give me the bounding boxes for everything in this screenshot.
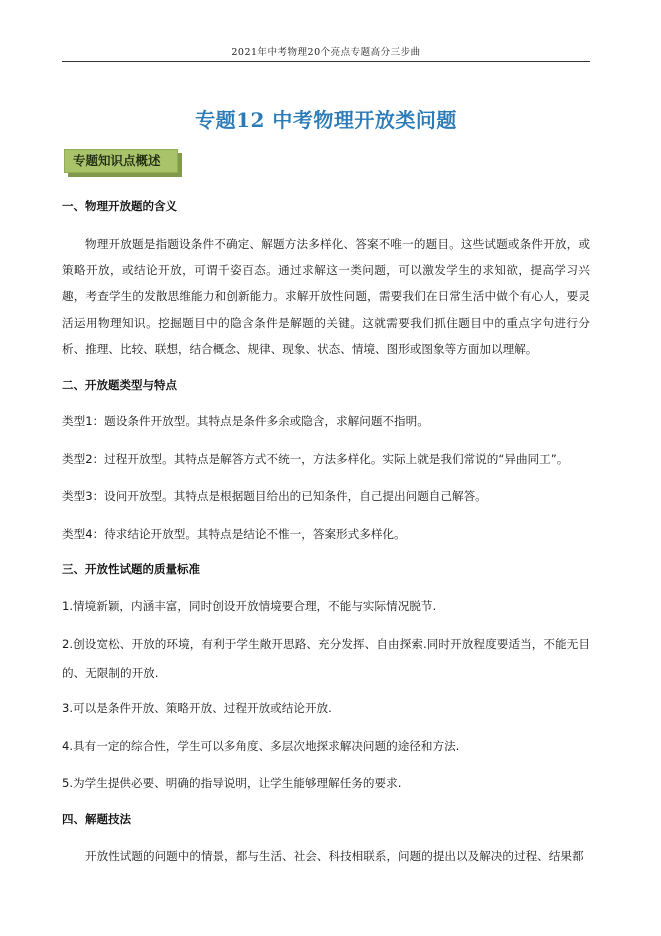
standard-item-5: 5.为学生提供必要、明确的指导说明，让学生能够理解任务的要求.	[62, 776, 402, 790]
section-heading-3: 三、开放性试题的质量标准	[62, 562, 200, 576]
type-item-3: 类型3：设问开放型。其特点是根据题目给出的已知条件，自己提出问题自己解答。	[62, 489, 487, 503]
type-item-2: 类型2：过程开放型。其特点是解答方式不统一，方法多样化。实际上就是我们常说的“异曲同工”。	[62, 452, 569, 466]
section-heading-2: 二、开放题类型与特点	[62, 378, 177, 392]
document-title: 专题12 中考物理开放类问题	[195, 108, 457, 132]
section-banner	[64, 149, 182, 177]
standard-item-4: 4.具有一定的综合性，学生可以多角度、多层次地探求解决问题的途径和方法.	[62, 739, 460, 753]
section-heading-1: 一、物理开放题的含义	[62, 199, 177, 213]
running-header: 2021年中考物理20个亮点专题高分三步曲	[231, 47, 421, 58]
type-item-4: 类型4：待求结论开放型。其特点是结论不惟一，答案形式多样化。	[62, 527, 406, 541]
section-heading-4: 四、解题技法	[62, 812, 131, 826]
standard-item-1: 1.情境新颖，内涵丰富，同时创设开放情境要合理，不能与实际情况脱节.	[62, 599, 437, 613]
header-rule	[62, 61, 590, 62]
standard-item-2: 2.创设宽松、开放的环境，有利于学生敞开思路、充分发挥、自由探索.同时开放程度要适当，不能无目的、无限制的开放.	[62, 637, 590, 680]
section-1-paragraph: 物理开放题是指题设条件不确定、解题方法多样化、答案不唯一的题目。这些试题或条件开放，或策略开放，或结论开放，可谓千姿百态。通过求解这一类问题，可以激发学生的求知欲，提高学习兴趣，考查学生的发散思维能力和创新能力。求解开放性问题，需要我们在日常生活中做个有心人，要灵活运用物理知识。挖掘题目中的隐含条件是解题的关键。这就需要我们抓住题目中的重点字句进行分析、推理、比较、联想，结合概念、规律、现象、状态、情境、图形或图象等方面加以理解。	[62, 237, 590, 356]
type-item-1: 类型1：题设条件开放型。其特点是条件多余或隐含，求解问题不指明。	[62, 414, 429, 428]
banner-label: 专题知识点概述	[64, 149, 178, 173]
section-4-paragraph: 开放性试题的问题中的情景，都与生活、社会、科技相联系，问题的提出以及解决的过程、结果都	[85, 849, 584, 863]
standard-item-3: 3.可以是条件开放、策略开放、过程开放或结论开放.	[62, 701, 332, 715]
